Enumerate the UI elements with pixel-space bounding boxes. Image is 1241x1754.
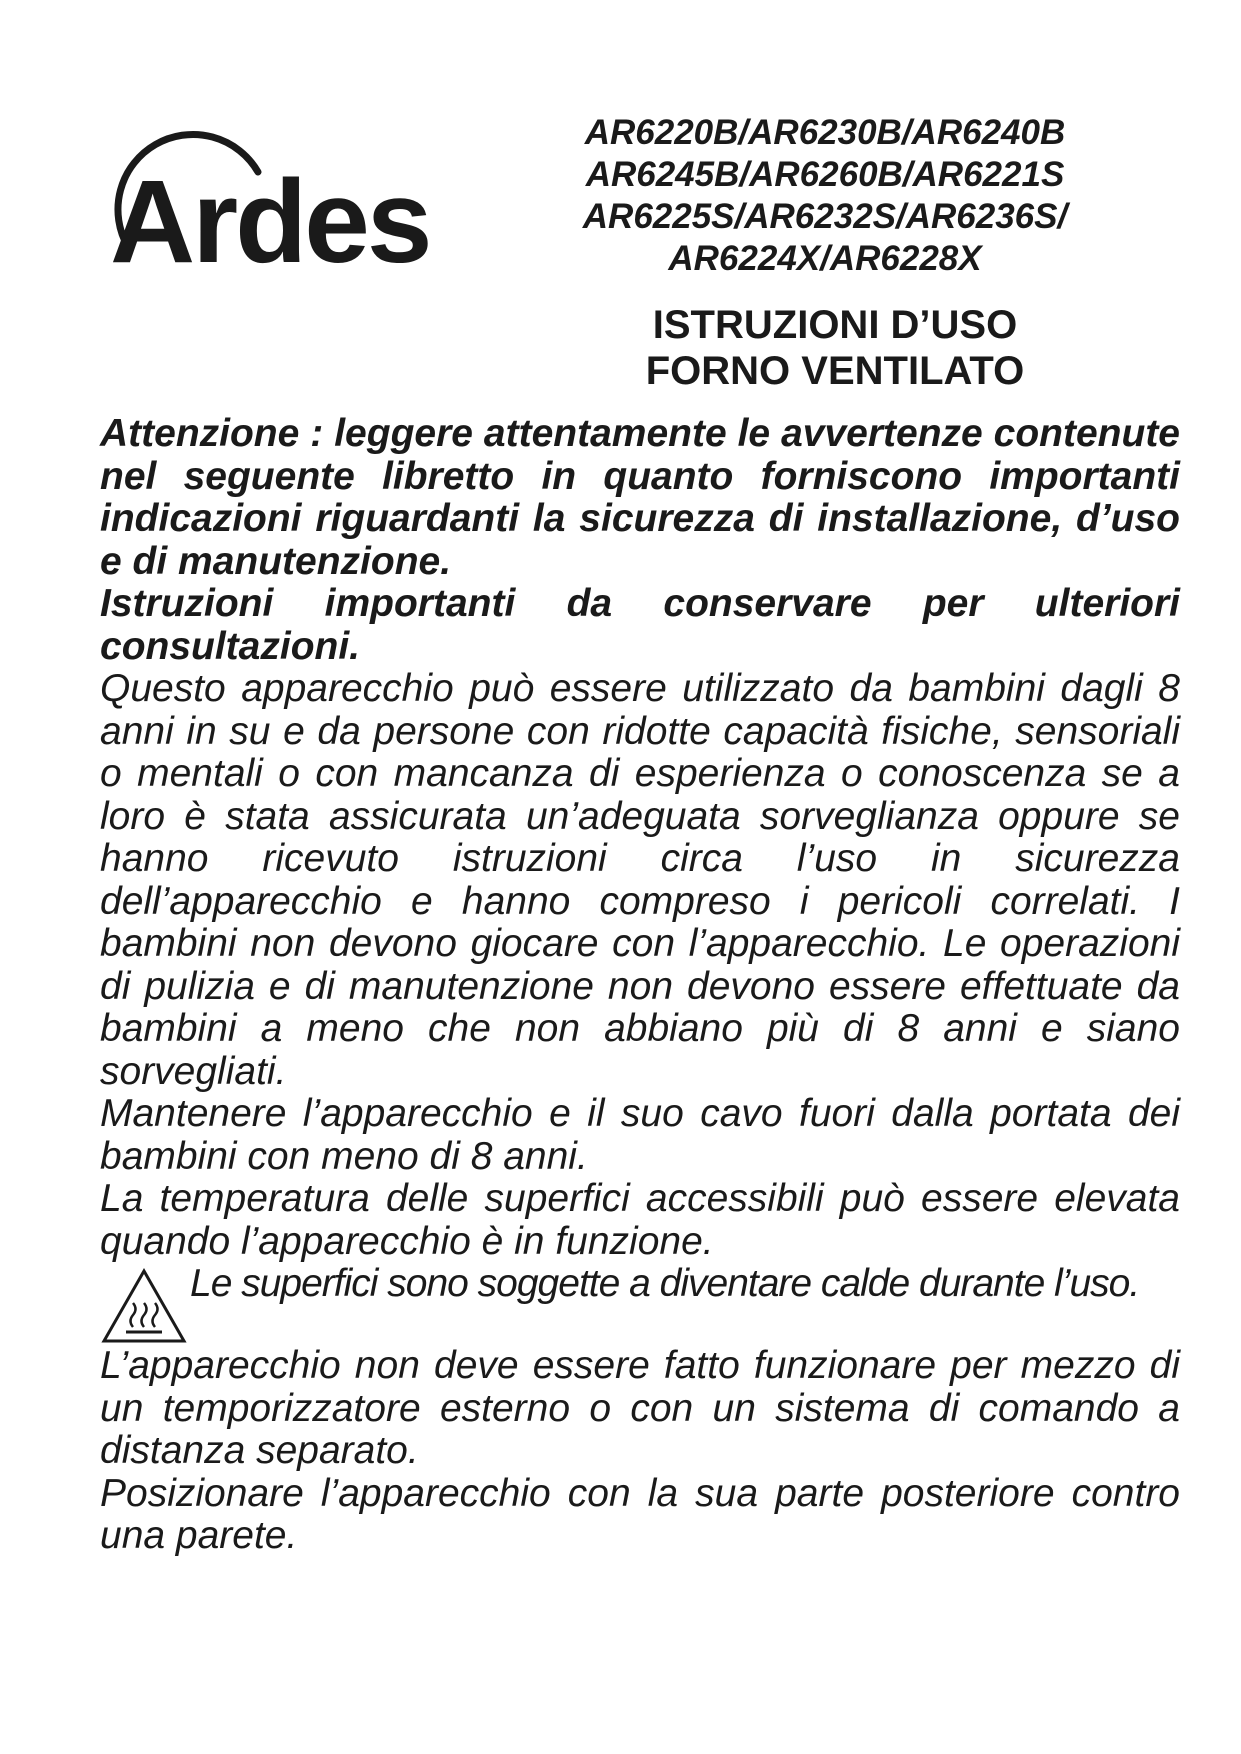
title-line: FORNO VENTILATO [645,349,1025,393]
keep-away-paragraph: Mantenere l’apparecchio e il suo cavo fuori dalla portata dei bambini con meno di 8 anni. [100,1092,1180,1178]
children-usage-paragraph: Questo apparecchio può essere utilizzato da bambini dagli 8 anni in su e da persone con ridotte capacità fisiche, sensoriali o mentali o con mancanza di esperienza o conoscenza se a loro è stata assicurata un’adeguata sorveglianza oppure se hanno ricevuto istruzioni circa l’uso in sicurezza dell’apparecchio e hanno compreso i pericoli correlati. I bambini non devono giocare con l’apparecchio. Le operazioni di pulizia e di manutenzione non devono essere effettuate da bambini a meno che non abbiano più di 8 anni e siano sorvegliati. [100,667,1180,1093]
title-line: ISTRUZIONI D’USO [652,303,1018,347]
hot-surface-warning-icon [100,1267,188,1345]
hot-surface-warning [100,1263,1180,1345]
ardes-logo [100,122,470,282]
model-line: AR6220B/AR6230B/AR6240B [584,113,1066,152]
no-timer-paragraph: L’apparecchio non deve essere fatto funzionare per mezzo di un temporizzatore esterno o con un sistema di comando a distanza separato. [100,1344,1180,1472]
model-numbers [540,112,1110,280]
logo-wordmark: Ardes [110,156,430,282]
position-paragraph: Posizionare l’apparecchio con la sua parte posteriore contro una parete. [100,1471,1180,1557]
warning-intro: Attenzione : leggere attentamente le avvertenze contenute nel seguente libretto in quanto forniscono importanti indicazioni riguardanti la sicurezza di installazione, d’uso e di manutenzione. [100,412,1180,583]
model-line: AR6224X/AR6228X [668,239,982,278]
model-line: AR6245B/AR6260B/AR6221S [585,155,1065,194]
keep-instructions-notice: Istruzioni importanti da conservare per ulteriori consultazioni. [100,582,1180,668]
ardes-logo-graphic [100,122,470,282]
hot-surfaces-text: Le superfici sono soggette a diventare calde durante l’uso. [190,1262,1140,1305]
model-line: AR6225S/AR6232S/AR6236S/ [582,197,1068,236]
temperature-paragraph: La temperatura delle superfici accessibili può essere elevata quando l’apparecchio è in funzione. [100,1177,1180,1263]
document-title [560,302,1110,394]
document-body [100,413,1180,1558]
